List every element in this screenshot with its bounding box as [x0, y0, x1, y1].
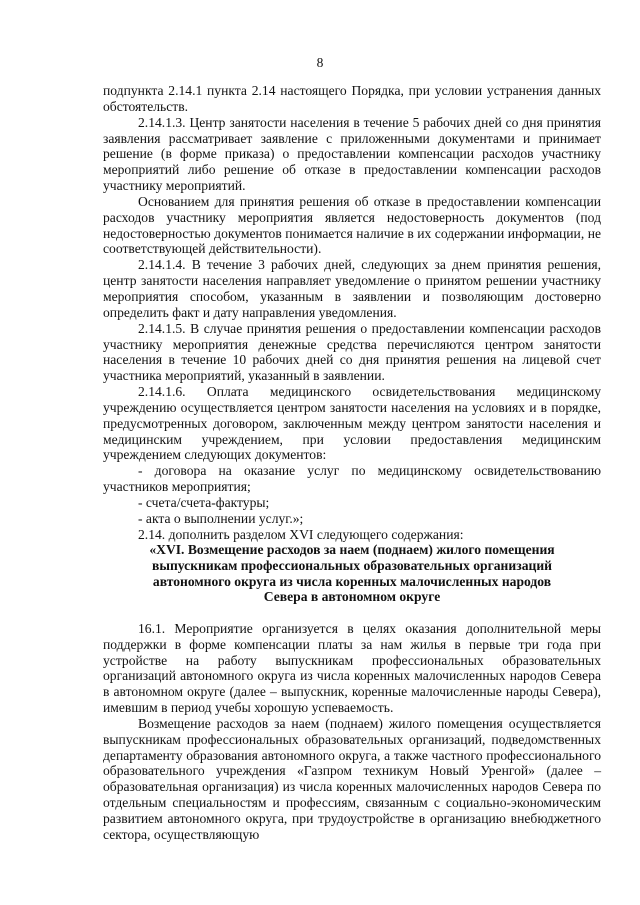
- paragraph-2-14-1-6: 2.14.1.6. Оплата медицинского освидетельствования медицинскому учреждению осуществляется центром занятости населения на условиях и в порядке, предусмотренных договором, заключенным между центром занятости населения и медицинским учреждением, при условии предоставления медицинским учреждением следующих документов:: [103, 384, 601, 463]
- paragraph-reimbursement: Возмещение расходов за наем (поднаем) жилого помещения осуществляется выпускникам профессиональных образовательных организаций, подведомственных департаменту образования автономного округа, а также частного профессионального образовательного учреждения «Газпром техникум Новый Уренгой» (далее – образовательная организация) из числа коренных малочисленных народов Севера по отдельным специальностям и профессиям, связанным с социально-экономическим развитием автономного округа, при трудоустройстве в организацию внебюджетного сектора, осуществляющую: [103, 715, 601, 842]
- list-item-contract: - договора на оказание услуг по медицинскому освидетельствованию участников мероприятия;: [103, 463, 601, 495]
- section-heading-line-3: автономного округа из числа коренных малочисленных народов: [152, 573, 552, 589]
- spacer: [103, 605, 601, 621]
- list-item-act: - акта о выполнении услуг.»;: [138, 510, 304, 526]
- paragraph-2-14-1-4: 2.14.1.4. В течение 3 рабочих дней, следующих за днем принятия решения, центр занятости населения направляет уведомление о принятом решении участнику мероприятия способом, указанным в заявлении и позволяющим достоверно определить факт и дату направления уведомления.: [103, 257, 601, 320]
- section-heading-line-1: «XVI. Возмещение расходов за наем (поднаем) жилого помещения: [149, 542, 555, 558]
- paragraph-16-1: 16.1. Мероприятие организуется в целях оказания дополнительной меры поддержки в форме компенсации платы за нам жилья в первые три года при устройстве на работу выпускникам профессиональных образовательных организаций автономного округа из числа коренных малочисленных народов Севера в автономном округе (далее – выпускник, коренные малочисленные народы Севера), имевшим в период учебы хорошую успеваемость.: [103, 620, 601, 716]
- paragraph-2-14-1-5: 2.14.1.5. В случае принятия решения о предоставлении компенсации расходов участнику мероприятия денежные средства перечисляются центром занятости населения в течение 10 рабочих дней со дня принятия решения на лицевой счет участника мероприятий, указанный в заявлении.: [103, 320, 601, 384]
- paragraph-amendment: 2.14. дополнить разделом XVI следующего содержания:: [138, 526, 464, 542]
- document-body: [103, 83, 601, 843]
- page-number: 8: [316, 55, 324, 70]
- paragraph-2-14-1-3: 2.14.1.3. Центр занятости населения в течение 5 рабочих дней со дня принятия заявления рассматривает заявление с приложенными документами и принимает решение (в форме приказа) о предоставлении компенсации расходов участнику мероприятий либо решение об отказе в предоставлении компенсации расходов участнику мероприятий.: [103, 114, 601, 194]
- section-heading-line-2: выпускникам профессиональных образовательных организаций: [152, 558, 552, 574]
- section-heading: [103, 542, 601, 604]
- section-heading-line-4: Севера в автономном округе: [263, 589, 441, 605]
- paragraph-continuation: подпункта 2.14.1 пункта 2.14 настоящего Порядка, при условии устранения данных обстоятельств.: [103, 83, 601, 114]
- list-item-invoices: - счета/счета-фактуры;: [138, 494, 270, 510]
- paragraph-refusal-grounds: Основанием для принятия решения об отказе в предоставлении компенсации расходов участнику мероприятия является недостоверность документов (под недостоверностью документов понимается наличие в их содержании информации, не соответствующей действительности).: [103, 193, 601, 257]
